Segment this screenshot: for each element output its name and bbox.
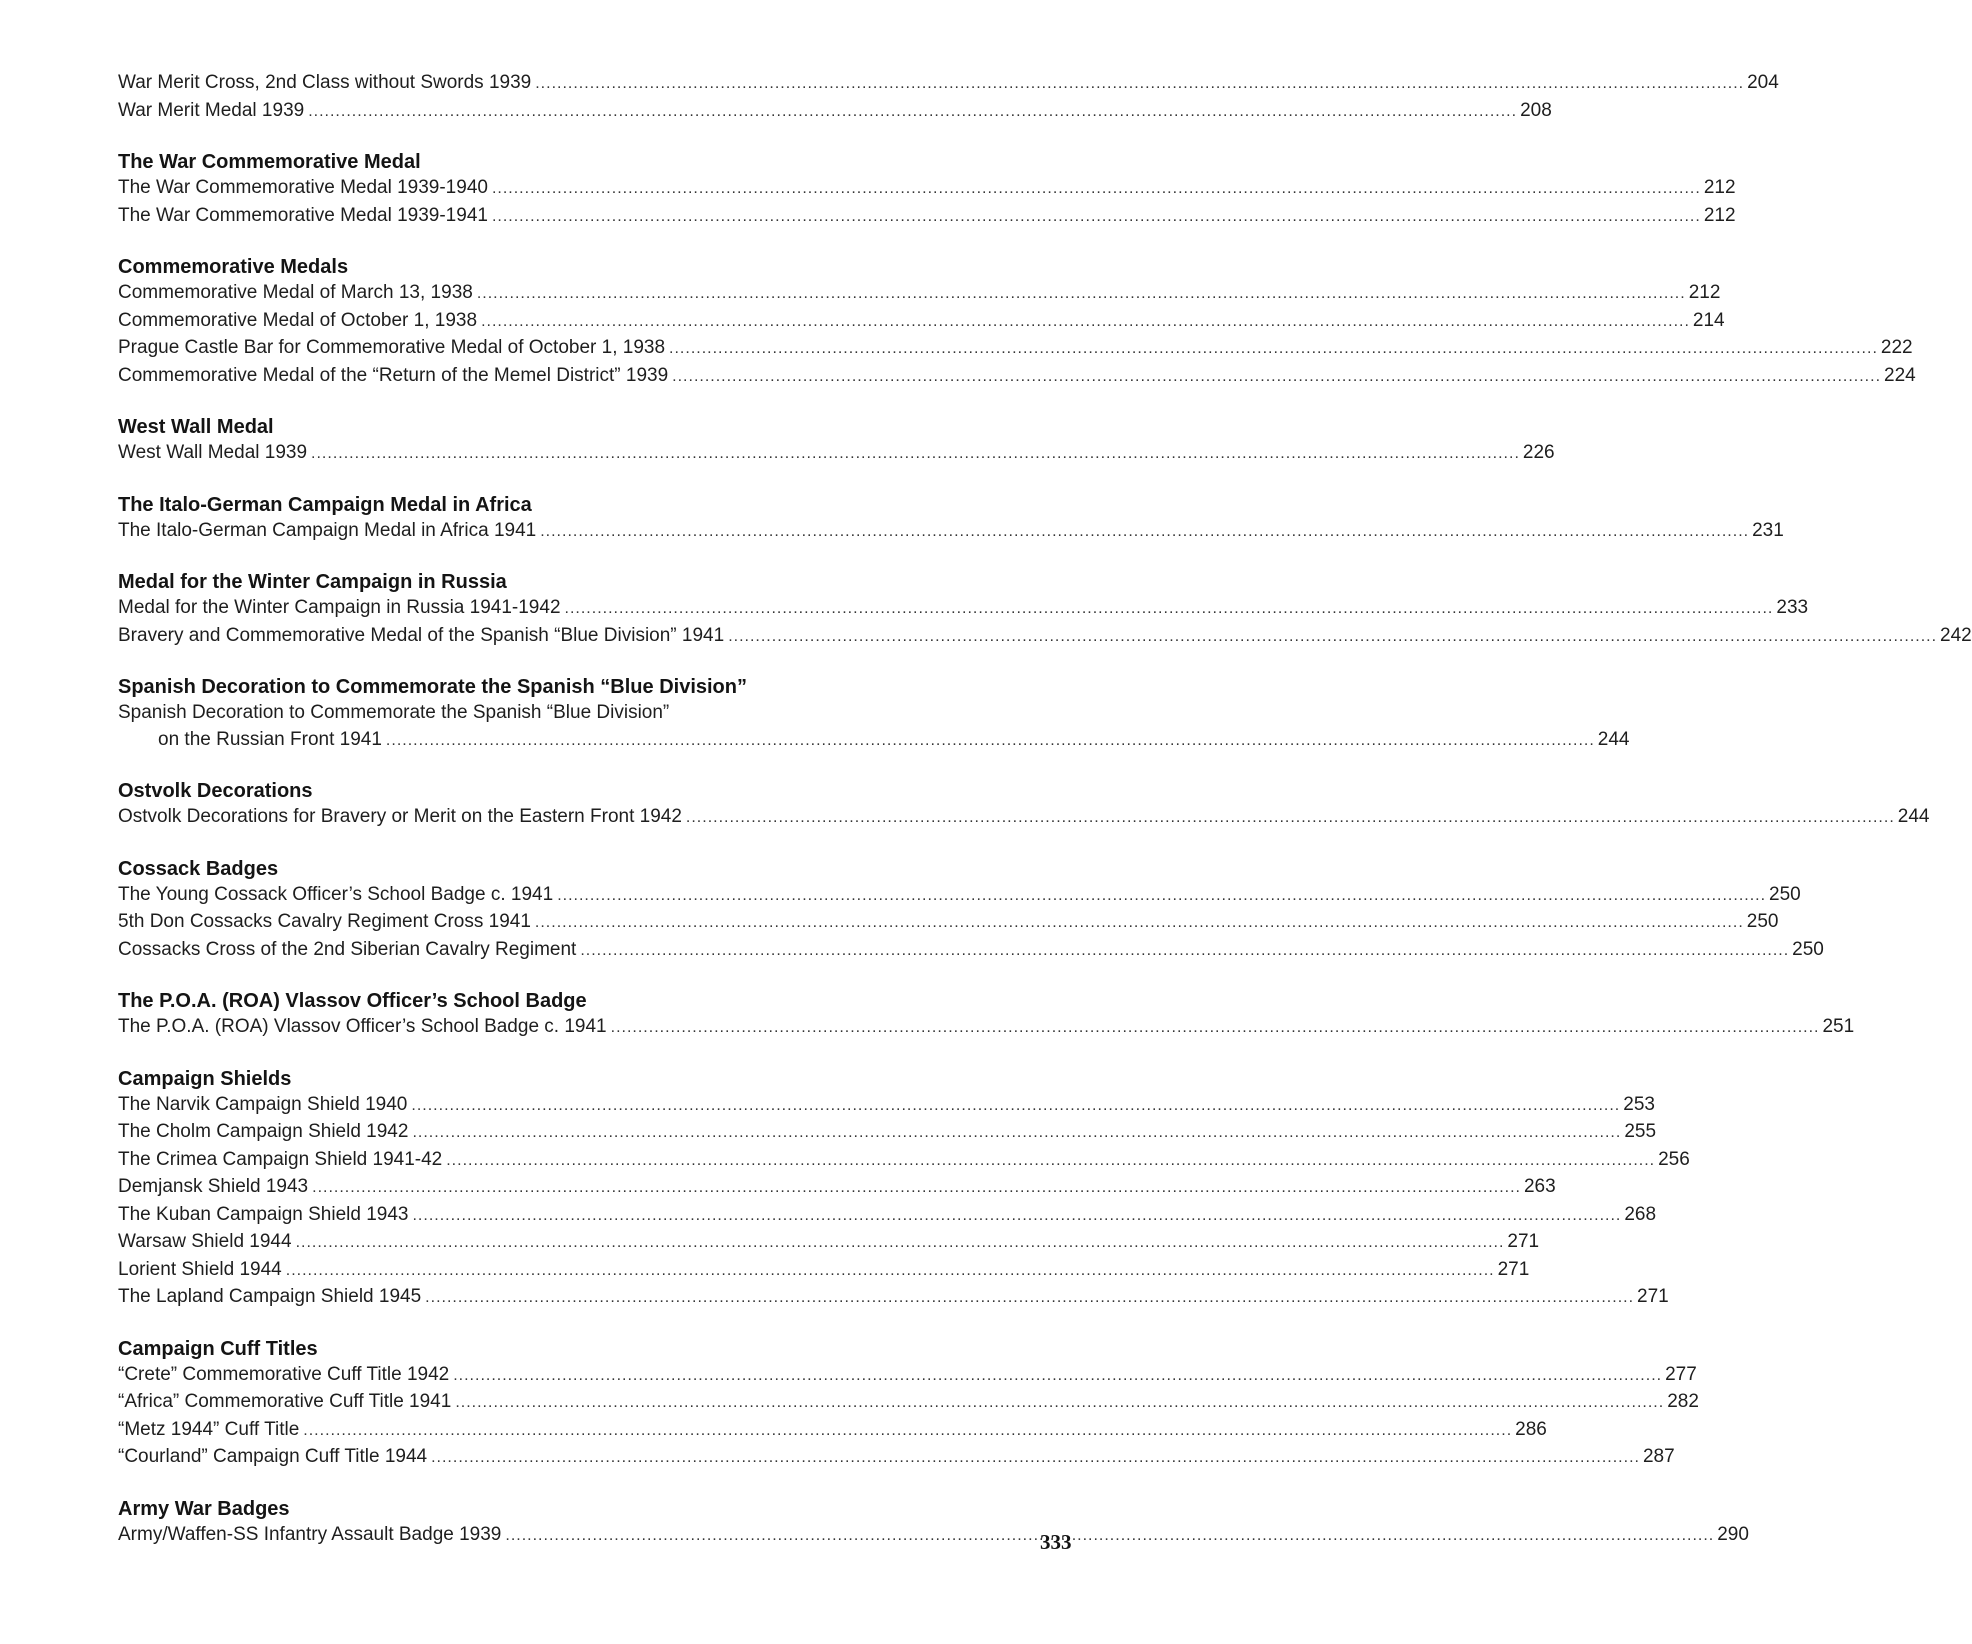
toc-entry [118, 1444, 1675, 1472]
toc-section-title: Campaign Shields [118, 1067, 292, 1090]
toc-entry-label: Ostvolk Decorations for Bravery or Merit on the Eastern Front 1942 [118, 806, 682, 827]
toc-entry-label: Bravery and Commemorative Medal of the Spanish “Blue Division” 1941 [118, 624, 725, 646]
toc-entry-label: The Young Cossack Officer’s School Badge c. 1941 [118, 883, 554, 905]
toc-entry-page: 233 [1776, 597, 1809, 618]
toc-section-title: Ostvolk Decorations [118, 780, 313, 802]
toc-entry-page: 204 [1747, 72, 1779, 93]
toc-entry-label: West Wall Medal 1939 [118, 442, 308, 463]
dot-leader [412, 1120, 1621, 1147]
toc-entry [118, 70, 1779, 98]
dot-leader [557, 883, 1766, 910]
dot-leader [286, 1258, 1495, 1285]
toc-entry-page: 244 [1597, 728, 1630, 750]
toc-entry-label: Demjansk Shield 1943 [118, 1176, 309, 1197]
toc-entry-page: 222 [1880, 337, 1913, 358]
toc-entry [118, 882, 1801, 910]
dot-leader [425, 1285, 1634, 1312]
dot-leader [455, 1390, 1664, 1417]
toc-entry-continuation [118, 727, 1630, 755]
dot-leader [686, 805, 1895, 832]
toc-entry-page: 250 [1769, 883, 1801, 905]
dot-leader [535, 910, 1744, 937]
toc-entry [118, 335, 1913, 363]
toc-entry-page: 231 [1752, 519, 1784, 541]
dot-leader [565, 596, 1774, 623]
toc-entry-label: “Metz 1944” Cuff Title [118, 1418, 300, 1440]
toc-entry [118, 1284, 1669, 1312]
toc-entry-page: 251 [1822, 1016, 1855, 1037]
toc-section [118, 778, 1930, 832]
dot-leader [453, 1363, 1662, 1390]
toc-entry [118, 1174, 1556, 1202]
dot-leader [296, 1230, 1505, 1257]
toc-entry-page: 250 [1746, 911, 1779, 932]
toc-entry [118, 1202, 1657, 1230]
toc-entry-label: “Africa” Commemorative Cuff Title 1941 [118, 1391, 452, 1412]
toc-section-title: Medal for the Winter Campaign in Russia [118, 571, 507, 593]
toc-entry [118, 1229, 1540, 1257]
toc-entry [118, 175, 1736, 203]
dot-leader [412, 1203, 1621, 1230]
dot-leader [540, 519, 1749, 546]
toc-entry-page: 244 [1897, 806, 1930, 827]
toc-entry-page: 268 [1624, 1203, 1657, 1225]
toc-entry-label: Commemorative Medal of October 1, 1938 [118, 309, 478, 331]
dot-leader [446, 1148, 1655, 1175]
toc-entry [118, 1014, 1855, 1042]
toc-entry-label: The Lapland Campaign Shield 1945 [118, 1286, 422, 1307]
toc-entry [118, 623, 1972, 651]
dot-leader [492, 176, 1701, 203]
toc-entry-label: War Merit Medal 1939 [118, 99, 305, 121]
dot-leader [481, 309, 1690, 336]
dot-leader [492, 204, 1701, 231]
toc-entry-page: 242 [1940, 624, 1972, 646]
toc-entry-label: Prague Castle Bar for Commemorative Medal of October 1, 1938 [118, 337, 666, 358]
toc-entry [118, 1362, 1697, 1390]
toc-section-title: Spanish Decoration to Commemorate the Spanish “Blue Division” [118, 676, 747, 698]
toc-entry-page: 263 [1523, 1176, 1556, 1197]
toc-entry-label: The Narvik Campaign Shield 1940 [118, 1093, 408, 1115]
toc-section-title: Army War Badges [118, 1497, 290, 1520]
toc-entry-label: Cossacks Cross of the 2nd Siberian Cavalry Regiment [118, 938, 577, 960]
dot-leader [308, 99, 1517, 126]
toc-section [118, 254, 1916, 390]
toc-entry-label: War Merit Cross, 2nd Class without Swords 1939 [118, 72, 532, 93]
toc-entry [118, 937, 1824, 965]
toc-section-title: The War Commemorative Medal [118, 151, 421, 173]
toc-entry [118, 1257, 1530, 1285]
toc-entry-label: The Cholm Campaign Shield 1942 [118, 1121, 409, 1142]
toc-entry-page: 271 [1507, 1231, 1540, 1252]
toc-section [118, 856, 1824, 965]
toc-entry-label: “Crete” Commemorative Cuff Title 1942 [118, 1363, 450, 1385]
toc-entry-label: The Crimea Campaign Shield 1941-42 [118, 1148, 443, 1170]
dot-leader [611, 1015, 1820, 1042]
toc-entry-page: 212 [1703, 204, 1736, 226]
toc-entry-page: 224 [1884, 364, 1916, 386]
toc-entry-label: Spanish Decoration to Commemorate the Spanish “Blue Division” [118, 702, 670, 723]
toc-entry-label: The War Commemorative Medal 1939-1940 [118, 177, 488, 198]
toc-entry-page: 287 [1642, 1446, 1675, 1467]
toc-entry [118, 1417, 1547, 1445]
toc-entry-page: 286 [1515, 1418, 1547, 1440]
toc-section-title: Commemorative Medals [118, 256, 349, 278]
dot-leader [411, 1093, 1620, 1120]
toc-entry-label: Lorient Shield 1944 [118, 1258, 282, 1280]
toc-section-title: West Wall Medal [118, 416, 274, 438]
dot-leader [431, 1445, 1640, 1472]
dot-leader [672, 364, 1881, 391]
toc-entry [118, 1389, 1699, 1417]
dot-leader [303, 1418, 1512, 1445]
toc-entry [118, 363, 1916, 391]
toc-section-title: Campaign Cuff Titles [118, 1337, 318, 1360]
page-number: 333 [1040, 1530, 1072, 1554]
dot-leader [669, 336, 1878, 363]
toc-entry [118, 909, 1779, 937]
toc-section [118, 674, 1630, 754]
toc-section-title: The P.O.A. (ROA) Vlassov Officer’s School Badge [118, 990, 587, 1012]
toc-entry-label-continued: on the Russian Front 1941 [158, 728, 382, 750]
toc-entry [118, 1092, 1655, 1120]
dot-leader [386, 728, 1595, 755]
toc-entry [118, 1119, 1657, 1147]
toc-section-title: The Italo-German Campaign Medal in Africa [118, 493, 532, 516]
toc-entry-page: 256 [1658, 1148, 1690, 1170]
dot-leader [311, 441, 1520, 468]
toc-entry-page: 282 [1667, 1391, 1699, 1412]
dot-leader [477, 281, 1686, 308]
toc-entry-page: 255 [1624, 1121, 1657, 1142]
toc-entry [118, 518, 1784, 546]
toc-section [118, 1066, 1690, 1312]
toc-entry [118, 1147, 1690, 1175]
toc-entry [118, 595, 1809, 623]
toc-entry-label: The P.O.A. (ROA) Vlassov Officer’s School Badge c. 1941 [118, 1016, 607, 1037]
toc-entry-page: 253 [1623, 1093, 1655, 1115]
toc-entry-page: 214 [1692, 309, 1725, 331]
toc-entry [118, 280, 1721, 308]
toc-section [118, 414, 1555, 468]
toc-entry-label: Medal for the Winter Campaign in Russia 1941-1942 [118, 597, 561, 618]
toc-section [118, 1336, 1699, 1472]
toc-entry [118, 203, 1736, 231]
toc-entry-page: 208 [1520, 99, 1552, 121]
dot-leader [580, 938, 1789, 965]
toc-entry-label: “Courland” Campaign Cuff Title 1944 [118, 1446, 428, 1467]
toc-section-top [118, 70, 1779, 125]
toc-entry-label: Army/Waffen-SS Infantry Assault Badge 1939 [118, 1523, 502, 1545]
toc-entry-label: The War Commemorative Medal 1939-1941 [118, 204, 488, 226]
toc-entry [118, 700, 1630, 754]
toc-entry-label: The Italo-German Campaign Medal in Africa 1941 [118, 519, 537, 541]
toc-entry-label: 5th Don Cossacks Cavalry Regiment Cross 1941 [118, 911, 531, 932]
toc-entry-label: Commemorative Medal of the “Return of the Memel District” 1939 [118, 364, 669, 386]
toc-entry-label: The Kuban Campaign Shield 1943 [118, 1203, 409, 1225]
toc-entry-page: 226 [1522, 442, 1555, 463]
toc-entry-label: Warsaw Shield 1944 [118, 1231, 292, 1252]
dot-leader [728, 624, 1937, 651]
toc-entry-label: Commemorative Medal of March 13, 1938 [118, 282, 473, 303]
toc-entry-page: 271 [1497, 1258, 1530, 1280]
dot-leader [312, 1175, 1521, 1202]
toc-section [118, 492, 1784, 546]
dot-leader [535, 71, 1744, 98]
toc-entry-page: 277 [1665, 1363, 1697, 1385]
toc-entry-page: 212 [1703, 177, 1736, 198]
toc-entry-page: 250 [1792, 938, 1824, 960]
toc-entry-page: 212 [1688, 282, 1721, 303]
toc-section [118, 569, 1972, 650]
dot-leader [505, 1523, 1714, 1550]
toc-entry [118, 308, 1725, 336]
toc-entry-page: 290 [1717, 1523, 1749, 1545]
toc-section [118, 988, 1855, 1042]
toc-entry [118, 804, 1930, 832]
toc-section-title: Cossack Badges [118, 857, 279, 880]
toc-entry [118, 98, 1552, 126]
toc-entry-page: 271 [1637, 1286, 1669, 1307]
toc-entry [118, 440, 1555, 468]
toc-section [118, 149, 1736, 230]
